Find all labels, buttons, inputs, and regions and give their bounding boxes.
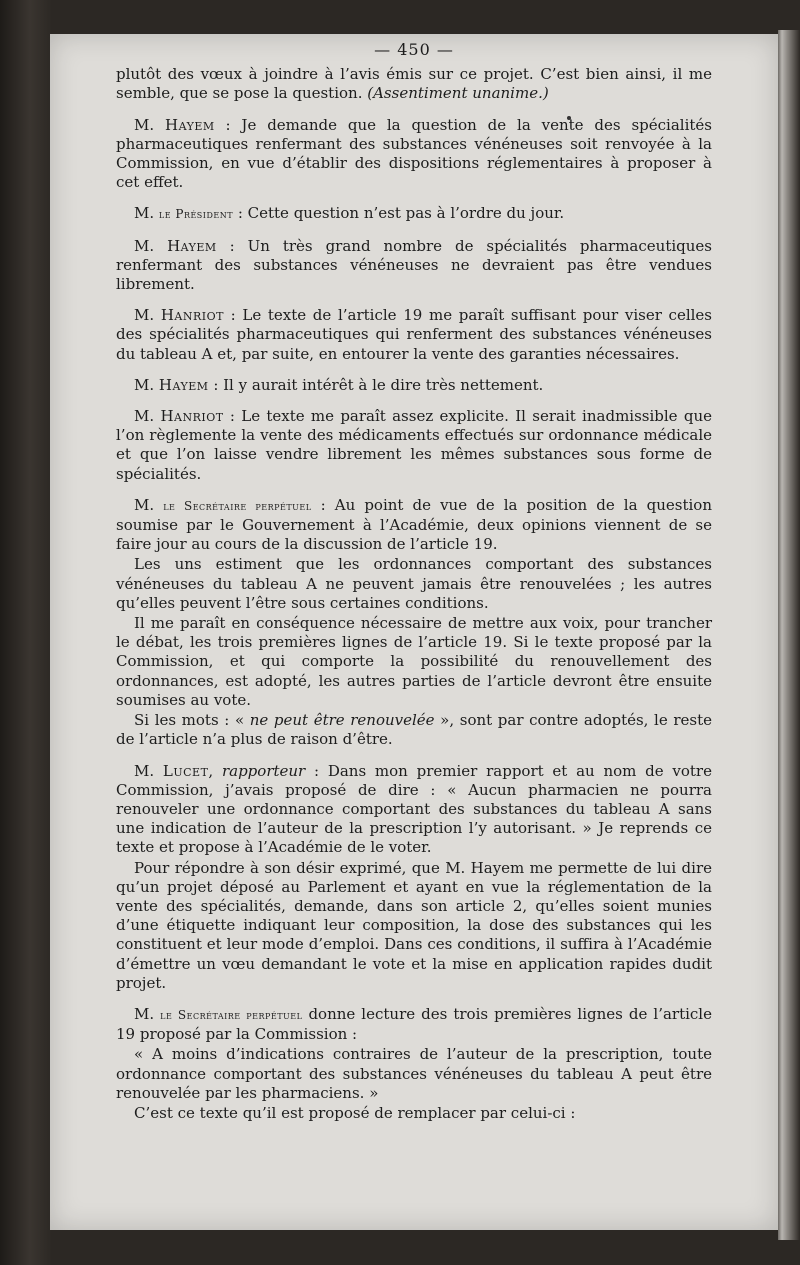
paragraph-7: M. le Secrétaire perpétuel : Au point de vue de la position de la question soumise par le Gouvernement à l’Académie, deux opinions viennent de se faire jour au cours de la discussion de l’article 19. bbox=[116, 495, 712, 554]
paragraph-1: M. Hayem : Je demande que la question de la vente des spécialités pharmaceutiques renfermant des substances vénéneuses soit renvoyée à la Commission, en vue d’établir des dispositions réglementaires à proposer à cet effet. bbox=[116, 115, 712, 192]
paragraph-9: Il me paraît en conséquence nécessaire de mettre aux voix, pour trancher le débat, les trois premières lignes de l’article 19. Si le texte proposé par la Commission, et qui comporte la possibilité du renouvellement des ordonnances, est adopté, les autres parties de l’article devront être ensuite soumises au vote. bbox=[116, 614, 712, 709]
paragraph-4: M. Hanriot : Le texte de l’article 19 me paraît suffisant pour viser celles des spécialités pharmaceutiques qui renferment des substances vénéneuses du tableau A et, par suite, en entourer la vente des garanties nécessaires. bbox=[116, 306, 712, 363]
paragraph-10: Si les mots : « ne peut être renouvelée », sont par contre adoptés, le reste de l’article n’a plus de raison d’être. bbox=[116, 711, 712, 749]
paragraph-2: M. le Président : Cette question n’est pas à l’ordre du jour. bbox=[134, 204, 565, 223]
paragraph-11: M. Lucet, rapporteur : Dans mon premier rapport et au nom de votre Commission, j’avais proposé de dire : « Aucun pharmacien ne pourra renouveler une ordonnance comportant des substances du tableau A sans une indication de l’auteur de la prescription l’y autorisant. » Je reprends ce texte et propose à l’Académie de le voter. bbox=[116, 761, 712, 857]
paragraph-6: M. Hanriot : Le texte me paraît assez explicite. Il serait inadmissible que l’on règlemente la vente des médicaments effectués sur ordonnance médicale et que l’on laisse vendre librement les mêmes substances sous forme de spécialités. bbox=[116, 407, 712, 483]
paragraph-12: Pour répondre à son désir exprimé, que M. Hayem me permette de lui dire qu’un projet déposé au Parlement et ayant en vue la réglementation de la vente des spécialités, demande, dans son article 2, qu’elles soient munies d’une étiquette indiquant leur composition, la dose des substances qui les constituent et leur mode d’emploi. Dans ces conditions, il suffira à l’Académie d’émettre un vœu demandant le vote et la mise en application rapides dudit projet. bbox=[116, 858, 712, 992]
speaker-name: le Secrétaire perpétuel bbox=[163, 498, 312, 513]
speaker-name: Hayem bbox=[167, 236, 217, 255]
speaker-name: Hanriot bbox=[160, 306, 224, 325]
paragraph-8: Les uns estiment que les ordonnances comportant des substances vénéneuses du tableau A ne peuvent jamais être renouvelées ; les autres qu’elles peuvent l’être sous certaines conditions. bbox=[116, 555, 712, 612]
paragraph-3: M. Hayem : Un très grand nombre de spécialités pharmaceutiques renfermant des substances vénéneuses ne devraient pas être vendues librement. bbox=[116, 236, 712, 294]
paragraph-0: plutôt des vœux à joindre à l’avis émis sur ce projet. C’est bien ainsi, il me semble, que se pose la question. (Assentiment unanime.) bbox=[116, 65, 712, 103]
page-edge bbox=[778, 30, 800, 1240]
paragraph-14: « A moins d’indications contraires de l’auteur de la prescription, toute ordonnance comportant des substances vénéneuses du tableau A peut être renouvelée par les pharmaciens. » bbox=[116, 1045, 712, 1102]
paragraph-5: M. Hayem : Il y aurait intérêt à le dire très nettement. bbox=[134, 375, 544, 394]
paragraph-13: M. le Secrétaire perpétuel donne lecture des trois premières lignes de l’article 19 proposé par la Commission : bbox=[116, 1004, 712, 1044]
paragraph-15: C’est ce texte qu’il est proposé de remplacer par celui-ci : bbox=[134, 1103, 576, 1122]
speaker-name: Lucet bbox=[162, 761, 209, 780]
speaker-name: le Secrétaire perpétuel bbox=[160, 1007, 303, 1022]
speaker-name: Hanriot bbox=[160, 407, 224, 426]
text-block bbox=[116, 40, 712, 1135]
speaker-name: Hayem bbox=[165, 115, 215, 134]
page-number: — 450 — bbox=[374, 40, 454, 59]
speaker-name: le Président bbox=[158, 207, 234, 222]
speaker-name: Hayem bbox=[158, 375, 209, 394]
